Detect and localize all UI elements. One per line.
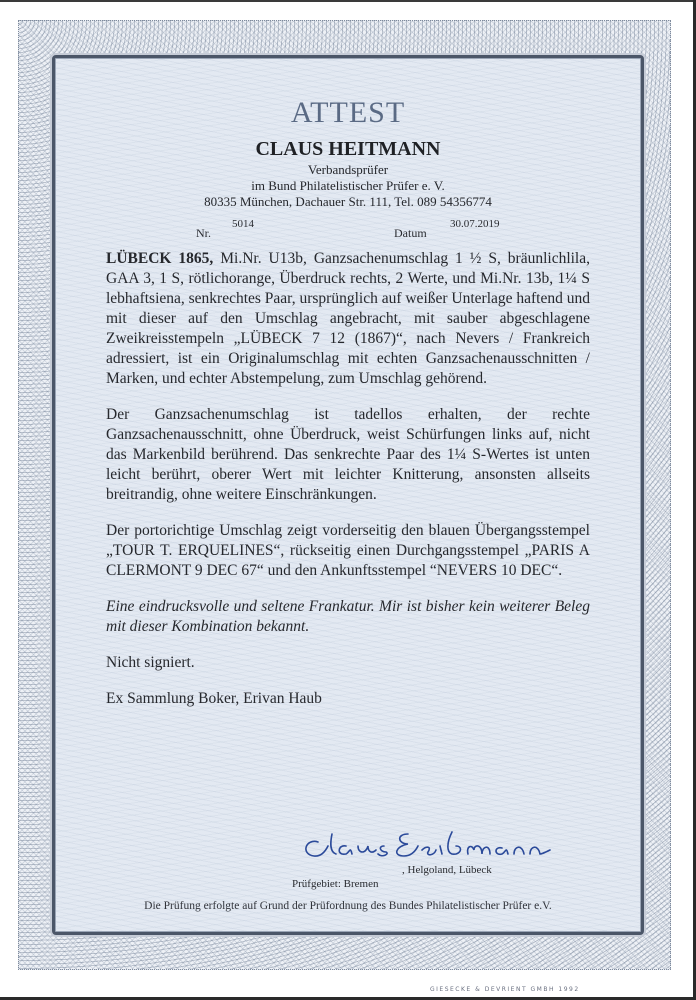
paragraph-postmarks: Der portorichtige Umschlag zeigt vorderseitig den blauen Übergangsstempel „TOUR T. ERQUELINES“, rückseitig einen Durchgangsstempel „PARIS A CLERMONT 9 DEC 67“ und den Ankunftsstempel “NEVERS 10 DEC“. [106,522,590,579]
item-heading: LÜBECK 1865, [106,250,214,267]
certificate-title: ATTEST [290,96,406,129]
examiner-role: Verbandsprüfer [307,162,389,177]
association: im Bund Philatelistischer Prüfer e. V. [251,178,445,193]
paragraph-description [106,249,590,389]
examiner-name: CLAUS HEITMANN [255,138,441,160]
examination-area: Prüfgebiet: Bremen [292,878,379,890]
printer-credit: GIESECKE & DEVRIENT GMBH 1992 [430,986,580,993]
certificate-body [106,249,590,725]
address: 80335 München, Dachauer Str. 111, Tel. 089 54356774 [204,194,492,209]
paragraph-signed-status: Nicht signiert. [106,654,195,671]
date-label: Datum [394,226,427,240]
description-text: Mi.Nr. U13b, Ganzsachenumschlag 1 ½ S, bräunlichlila, GAA 3, 1 S, rötlichorange, Überdruck rechts, 2 Werte, und Mi.Nr. 13b, 1¼ S lebhaftsiena, senkrechtes Paar, ursprünglich auf weißer Unterlage haftend und mit dieser auf den Umschlag angebracht, mit sauber abgeschlagene Zweikreisstempeln „LÜBECK 7 12 (1867)“, nach Nevers / Frankreich adressiert, ist ein Originalumschlag mit echten Ganzsachenausschnitten / Marken, und echter Abstempelung, zum Umschlag gehörend. [106,250,590,387]
paragraph-condition: Der Ganzsachenumschlag ist tadellos erhalten, der rechte Ganzsachenausschnitt, ohne Überdruck, weist Schürfungen links auf, nicht das Markenbild berührend. Das senkrechte Paar des 1¼ S-Wertes ist unten leicht berührt, oberer Wert mit leichter Knitterung, ansonsten allseits breitrandig, ohne weitere Einschränkungen. [106,406,590,503]
examination-regions: , Helgoland, Lübeck [402,864,492,876]
paragraph-remark: Eine eindrucksvolle und seltene Frankatur. Mir ist bisher kein weiterer Beleg mit dieser Kombination bekannt. [106,598,590,635]
paragraph-provenance: Ex Sammlung Boker, Erivan Haub [106,690,322,707]
certificate-number: 5014 [232,218,254,230]
handwritten-signature [296,820,576,870]
disclaimer: Die Prüfung erfolgte auf Grund der Prüfordnung des Bundes Philatelistischer Prüfer e.V. [144,900,552,912]
window-edge-top [0,0,696,2]
signature-stroke [306,832,550,856]
certificate-date: 30.07.2019 [450,218,500,230]
number-label: Nr. [196,226,211,240]
